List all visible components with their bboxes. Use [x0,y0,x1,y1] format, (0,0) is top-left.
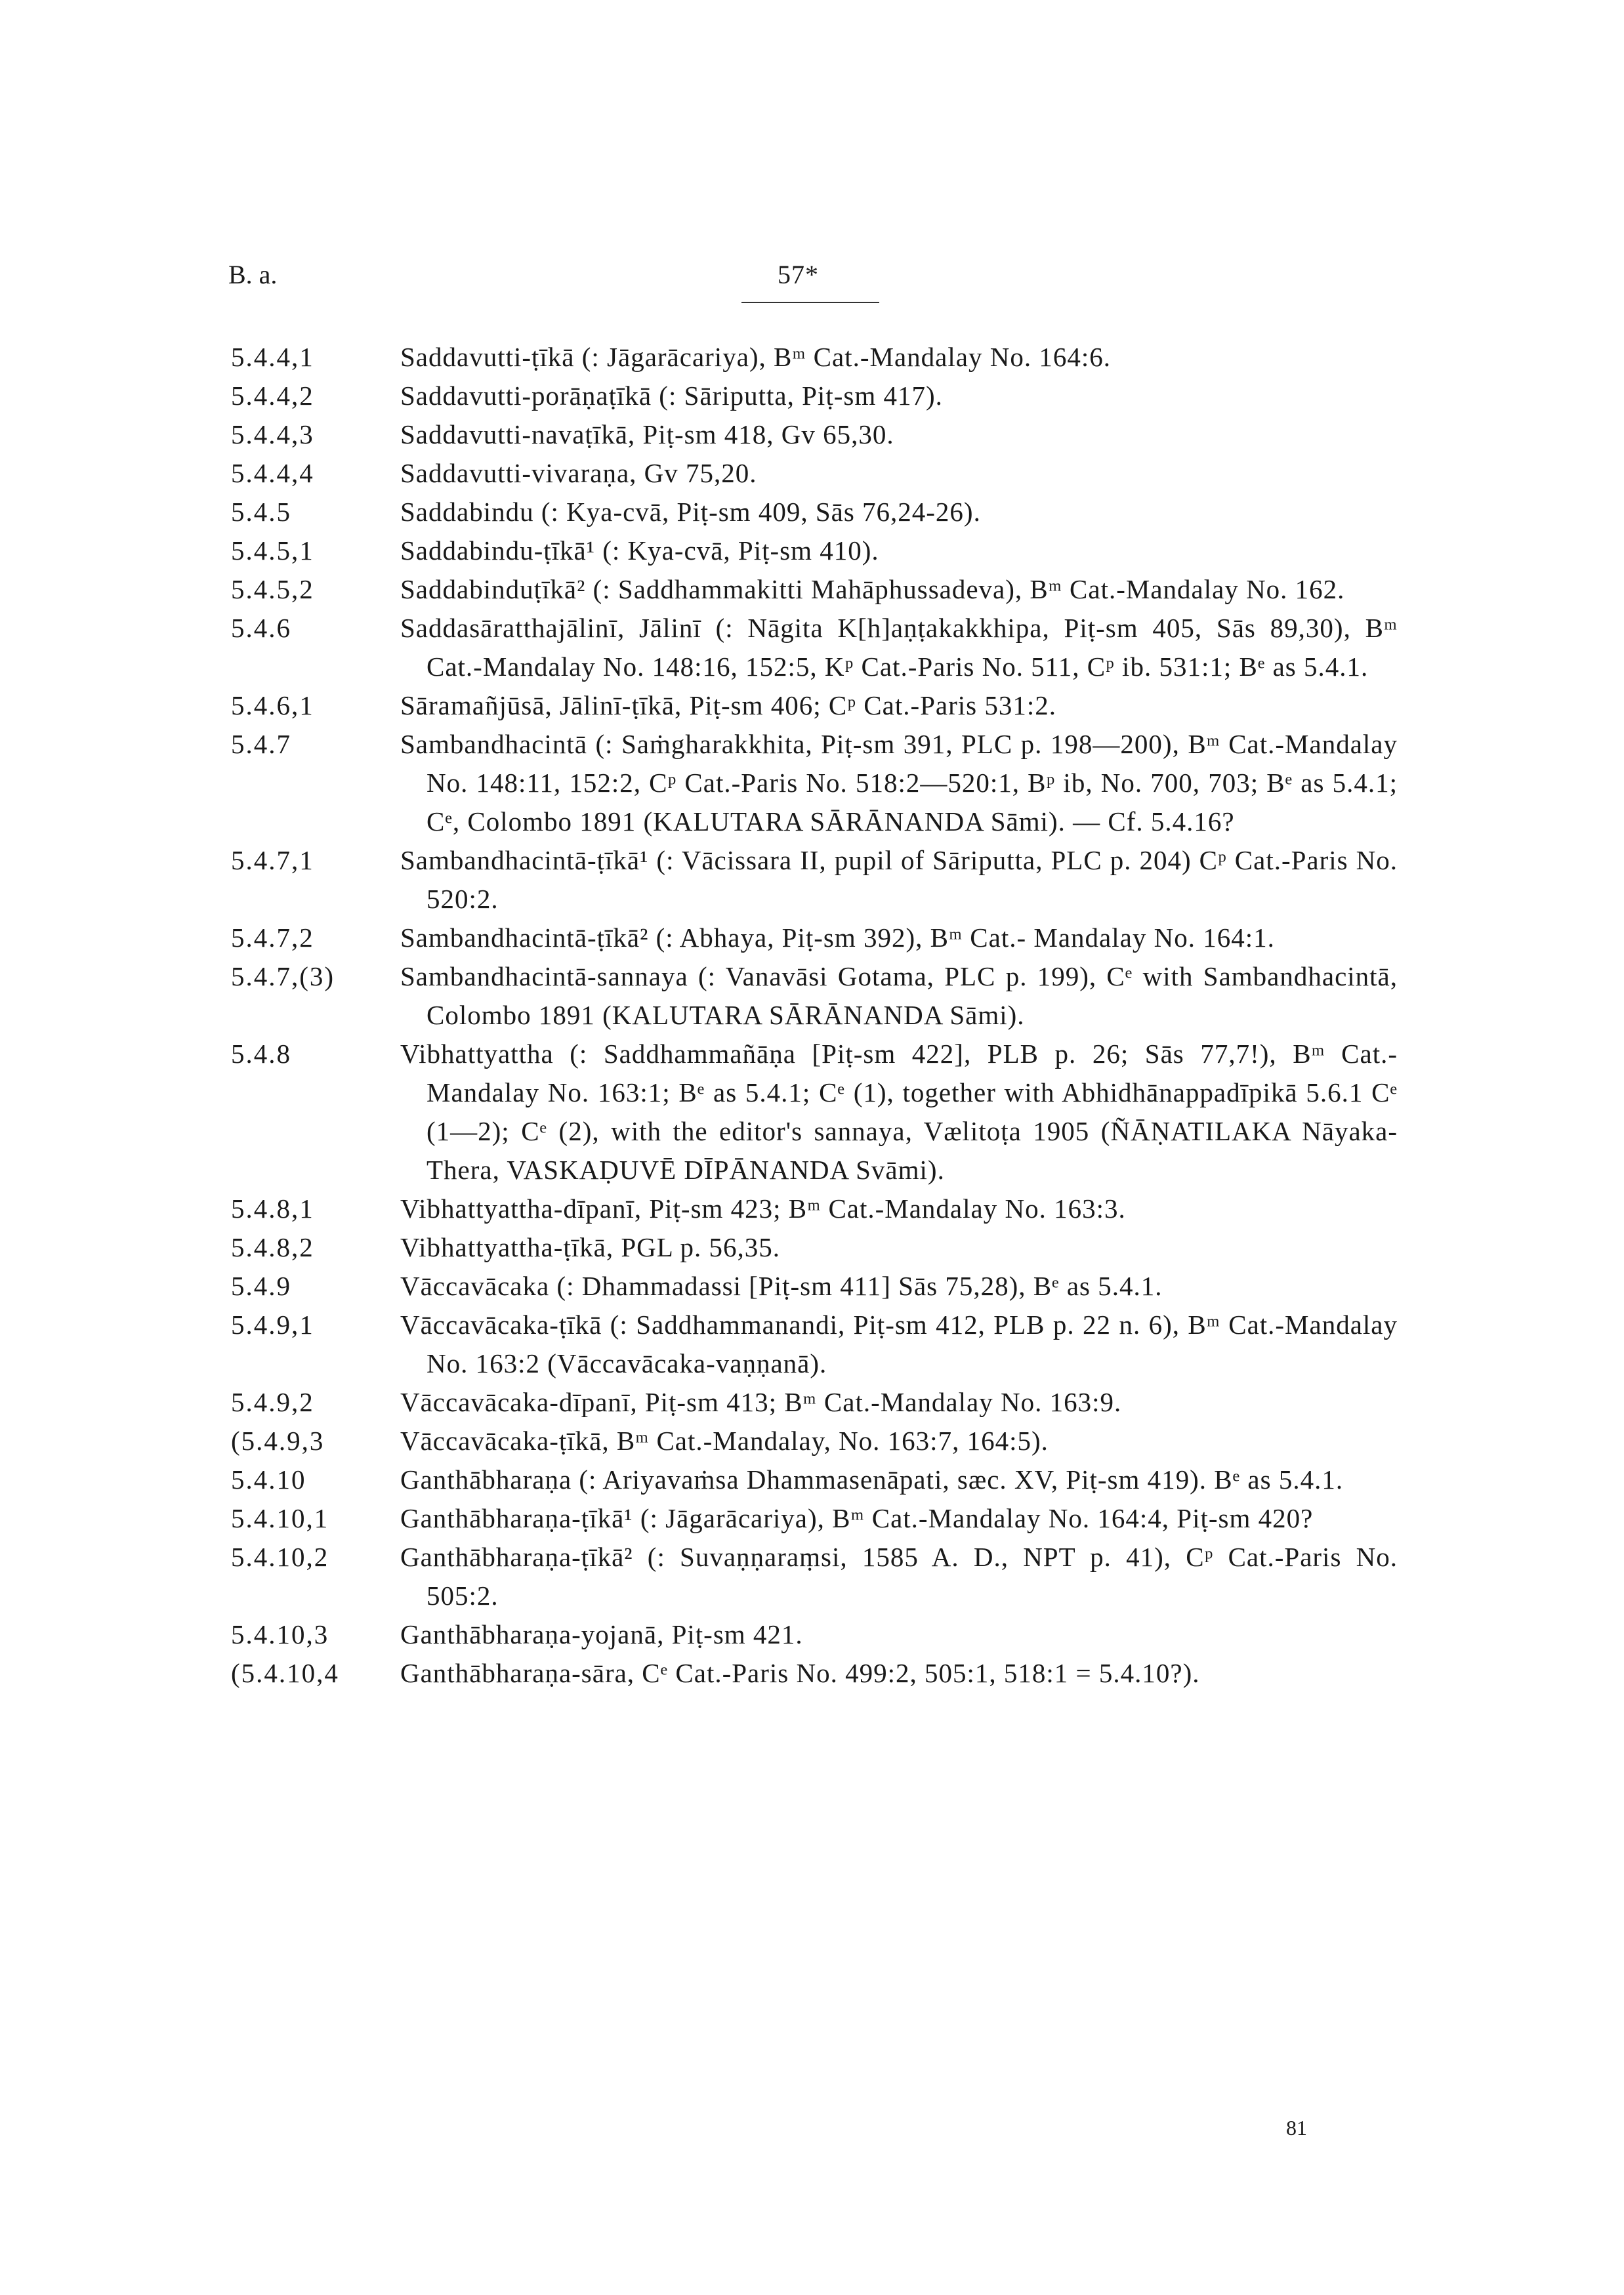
list-item [217,1654,1398,1693]
list-item [217,1189,1398,1228]
entry-number: 5.4.8,2 [231,1232,314,1262]
list-item [217,919,1398,957]
entry-number: 5.4.10,2 [231,1542,329,1572]
list-item [217,1228,1398,1267]
entry-text: Vāccavācaka-dīpanī, Piṭ-sm 413; Bᵐ Cat.-Mandalay No. 163:9. [400,1387,1122,1417]
entry-text: Saddabindu (: Kya-cvā, Piṭ-sm 409, Sās 76,24-26). [400,497,981,527]
entry-text: Sambandhacintā-ṭīkā¹ (: Vācissara II, pupil of Sāriputta, PLC p. 204) Cᵖ Cat.-Paris No. 520:2. [400,845,1398,914]
entry-text: Sambandhacintā-ṭīkā² (: Abhaya, Piṭ-sm 392), Bᵐ Cat.- Mandalay No. 164:1. [400,922,1275,953]
entry-text: Vibhattyattha (: Saddhammañāṇa [Piṭ-sm 422], PLB p. 26; Sās 77,7!), Bᵐ Cat.-Mandalay No. 163:1; Bᵉ as 5.4.1; Cᵉ (1), together with Abhidhānappadīpikā 5.6.1 Cᵉ (1—2); Cᵉ (2), with the editor's sannaya, Vælitoṭa 1905 (ÑĀṆATILAKA Nāyaka-Thera, VASKAḌUVĒ DĪPĀNANDA Svāmi). [400,1039,1398,1185]
entry-number: 5.4.10 [231,1464,306,1495]
entry-text: Sāramañjūsā, Jālinī-ṭīkā, Piṭ-sm 406; Cᵖ Cat.-Paris 531:2. [400,690,1056,720]
entry-text: Saddavutti-ṭīkā (: Jāgarācariya), Bᵐ Cat.-Mandalay No. 164:6. [400,342,1111,372]
list-item [217,1538,1398,1615]
list-item [217,531,1398,570]
entry-number: 5.4.4,1 [231,342,314,372]
entry-number: 5.4.8 [231,1039,291,1069]
entry-number: 5.4.10,3 [231,1619,329,1649]
entry-number: (5.4.10,4 [231,1658,339,1688]
entry-number: 5.4.5 [231,497,291,527]
entry-text: Vibhattyattha-ṭīkā, PGL p. 56,35. [400,1232,781,1262]
entry-text: Sambandhacintā-sannaya (: Vanavāsi Gotama, PLC p. 199), Cᵉ with Sambandhacintā, Colombo 1891 (KALUTARA SĀRĀNANDA Sāmi). [400,961,1398,1030]
page-number: 57* [778,260,819,289]
entry-text: Vāccavācaka (: Dhammadassi [Piṭ-sm 411] Sās 75,28), Bᵉ as 5.4.1. [400,1271,1163,1301]
entry-text: Saddavutti-navaṭīkā, Piṭ-sm 418, Gv 65,30. [400,419,894,449]
list-item [217,1422,1398,1460]
entry-number: 5.4.7,(3) [231,961,335,991]
entry-list [217,338,1398,1693]
list-item [217,1615,1398,1654]
page-number-rule [741,302,879,303]
entry-number: 5.4.7,2 [231,922,314,953]
signature-number: 81 [1286,2116,1307,2140]
entry-number: (5.4.9,3 [231,1426,325,1456]
section-label: B. a. [228,260,278,289]
entry-text: Saddavutti-porāṇaṭīkā (: Sāriputta, Piṭ-sm 417). [400,381,943,411]
entry-number: 5.4.4,2 [231,381,314,411]
entry-number: 5.4.5,1 [231,535,314,566]
entry-text: Saddasāratthajālinī, Jālinī (: Nāgita K[h]aṇṭakakkhipa, Piṭ-sm 405, Sās 89,30), Bᵐ Cat.-Mandalay No. 148:16, 152:5, Kᵖ Cat.-Paris No. 511, Cᵖ ib. 531:1; Bᵉ as 5.4.1. [400,613,1398,682]
list-item [217,377,1398,415]
entry-number: 5.4.9,1 [231,1310,314,1340]
entry-text: Ganthābharaṇa-sāra, Cᵉ Cat.-Paris No. 499:2, 505:1, 518:1 = 5.4.10?). [400,1658,1200,1688]
entry-number: 5.4.7,1 [231,845,314,875]
list-item [217,1383,1398,1422]
entry-number: 5.4.4,4 [231,458,314,488]
entry-text: Ganthābharaṇa-yojanā, Piṭ-sm 421. [400,1619,803,1649]
list-item [217,841,1398,919]
entry-number: 5.4.8,1 [231,1193,314,1224]
list-item [217,957,1398,1035]
list-item [217,1306,1398,1383]
entry-number: 5.4.10,1 [231,1503,329,1533]
entry-number: 5.4.9,2 [231,1387,314,1417]
list-item [217,686,1398,725]
list-item [217,1499,1398,1538]
entry-text: Vāccavācaka-ṭīkā, Bᵐ Cat.-Mandalay, No. 163:7, 164:5). [400,1426,1049,1456]
list-item [217,415,1398,454]
list-item [217,725,1398,841]
entry-number: 5.4.5,2 [231,574,314,604]
list-item [217,454,1398,493]
entry-text: Saddabinduṭīkā² (: Saddhammakitti Mahāphussadeva), Bᵐ Cat.-Mandalay No. 162. [400,574,1345,604]
list-item [217,1267,1398,1306]
entry-text: Ganthābharaṇa-ṭīkā² (: Suvaṇṇaraṃsi, 1585 A. D., NPT p. 41), Cᵖ Cat.-Paris No. 505:2. [400,1542,1398,1611]
entry-text: Saddavutti-vivaraṇa, Gv 75,20. [400,458,757,488]
entry-number: 5.4.6,1 [231,690,314,720]
entry-number: 5.4.9 [231,1271,291,1301]
list-item [217,493,1398,531]
list-item [217,338,1398,377]
list-item [217,1460,1398,1499]
entry-text: Vibhattyattha-dīpanī, Piṭ-sm 423; Bᵐ Cat.-Mandalay No. 163:3. [400,1193,1126,1224]
list-item [217,1035,1398,1189]
entry-number: 5.4.4,3 [231,419,314,449]
entry-text: Ganthābharaṇa-ṭīkā¹ (: Jāgarācariya), Bᵐ Cat.-Mandalay No. 164:4, Piṭ-sm 420? [400,1503,1314,1533]
entry-number: 5.4.7 [231,729,291,759]
entry-text: Vāccavācaka-ṭīkā (: Saddhammanandi, Piṭ-sm 412, PLB p. 22 n. 6), Bᵐ Cat.-Mandalay No. 163:2 (Vāccavācaka-vaṇṇanā). [400,1310,1398,1378]
entry-text: Saddabindu-ṭīkā¹ (: Kya-cvā, Piṭ-sm 410). [400,535,879,566]
list-item [217,609,1398,686]
entry-text: Ganthābharaṇa (: Ariyavaṁsa Dhammasenāpati, sæc. XV, Piṭ-sm 419). Bᵉ as 5.4.1. [400,1464,1344,1495]
entry-number: 5.4.6 [231,613,291,643]
list-item [217,570,1398,609]
entry-text: Sambandhacintā (: Saṁgharakkhita, Piṭ-sm 391, PLC p. 198—200), Bᵐ Cat.-Mandalay No. 148:11, 152:2, Cᵖ Cat.-Paris No. 518:2—520:1, Bᵖ ib, No. 700, 703; Bᵉ as 5.4.1; Cᵉ, Colombo 1891 (KALUTARA SĀRĀNANDA Sāmi). — Cf. 5.4.16? [400,729,1398,837]
